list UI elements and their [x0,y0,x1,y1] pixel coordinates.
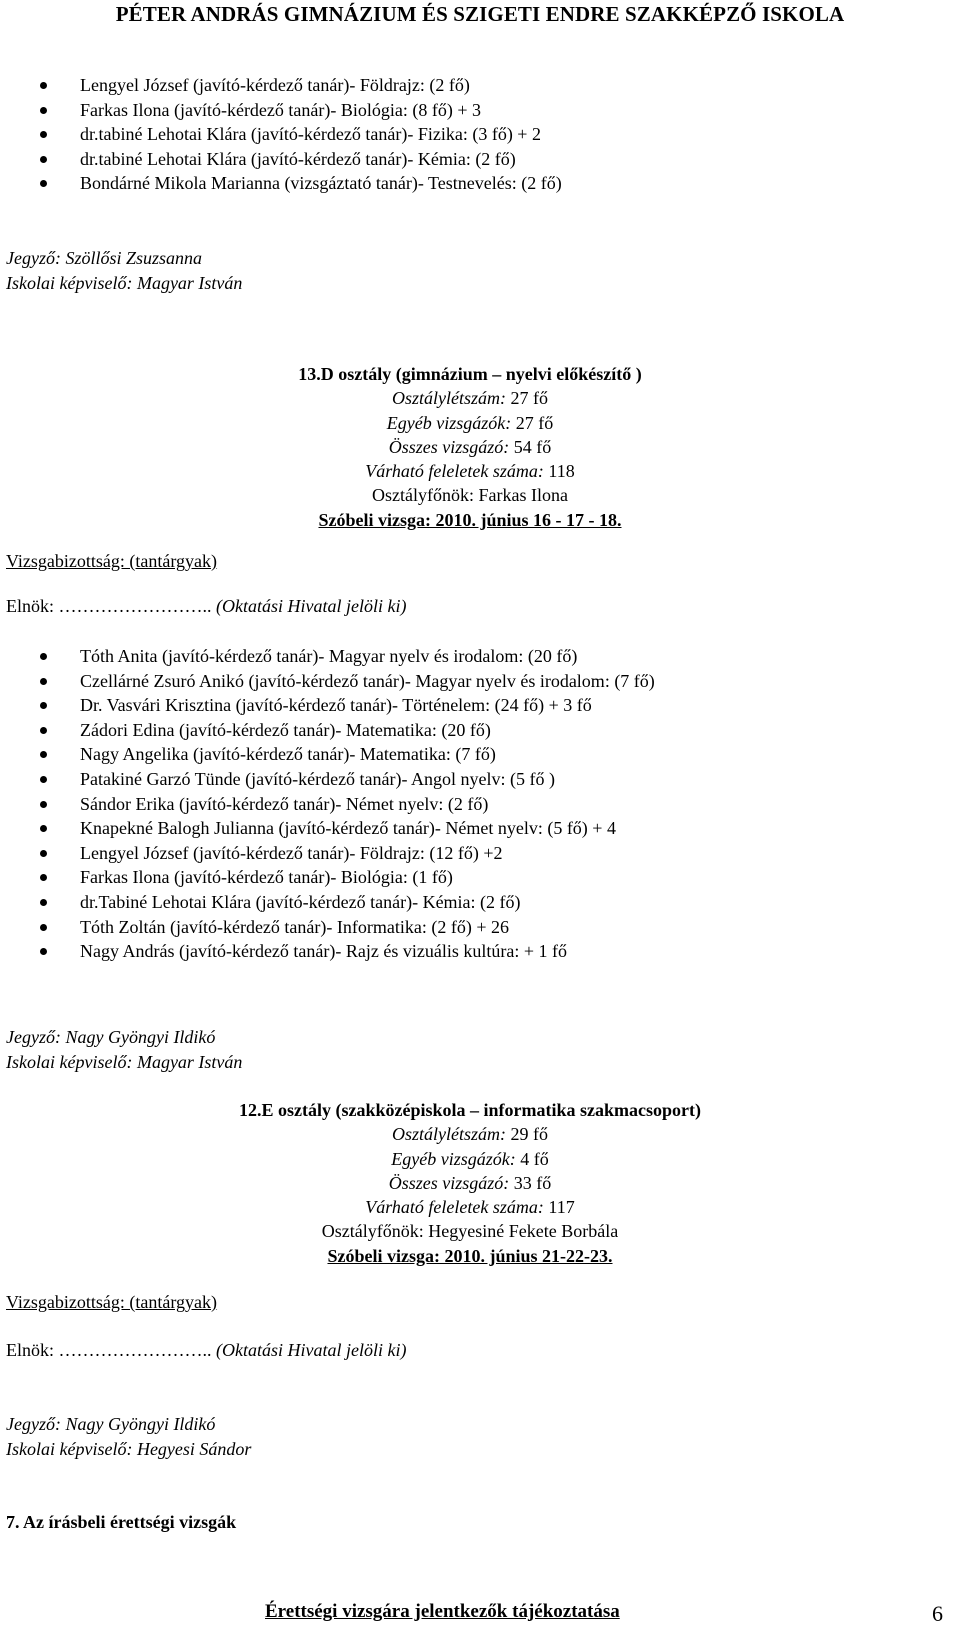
elnok-note: (Oktatási Hivatal jelöli ki) [216,596,407,616]
list-item: Nagy András (javító-kérdező tanár)- Rajz és vizuális kultúra: + 1 fő [0,939,655,964]
list-item: dr.Tabiné Lehotai Klára (javító-kérdező tanár)- Kémia: (2 fő) [0,890,655,915]
class-12e-info [180,1098,760,1268]
egyeb-label: Egyéb vizsgázók: [391,1148,516,1169]
jegyzo-line: Jegyző: Szöllősi Zsuzsanna [6,248,203,268]
elnok-label: Elnök: …………………….. [6,596,212,616]
list-item: Knapekné Balogh Julianna (javító-kérdező tanár)- Német nyelv: (5 fő) + 4 [0,816,655,841]
varhato-label: Várható feleletek száma: [365,461,544,482]
varhato-value: 117 [548,1197,575,1218]
list-item: Tóth Anita (javító-kérdező tanár)- Magyar nyelv és irodalom: (20 fő) [0,644,655,669]
szobeli-vizsga: Szóbeli vizsga: 2010. június 16 - 17 - 18. [318,509,622,530]
list-item: Farkas Ilona (javító-kérdező tanár)- Biológia: (8 fő) + 3 [0,98,562,123]
egyeb-value: 4 fő [520,1148,549,1169]
prev-committee-list [0,73,562,196]
elnok-line [6,594,406,618]
list-item: Farkas Ilona (javító-kérdező tanár)- Biológia: (1 fő) [0,865,655,890]
osszes-label: Összes vizsgázó: [388,1172,510,1193]
kepviselo-line: Iskolai képviselő: Hegyesi Sándor [6,1439,252,1459]
list-item: Dr. Vasvári Krisztina (javító-kérdező tanár)- Történelem: (24 fő) + 3 fő [0,693,655,718]
committee-13d-list [0,644,655,964]
osztalyfonok: Osztályfőnök: Hegyesiné Fekete Borbála [321,1221,619,1242]
list-item: Nagy Angelika (javító-kérdező tanár)- Matematika: (7 fő) [0,742,655,767]
letszam-label: Osztálylétszám: [392,1124,506,1145]
vizsgabizottsag-heading: Vizsgabizottság: (tantárgyak) [6,551,218,571]
list-item: Patakiné Garzó Tünde (javító-kérdező tanár)- Angol nyelv: (5 fő ) [0,767,655,792]
kepviselo-line: Iskolai képviselő: Magyar István [6,1052,243,1072]
elnok-note: (Oktatási Hivatal jelöli ki) [216,1340,407,1360]
osztalyfonok: Osztályfőnök: Farkas Ilona [372,485,568,506]
egyeb-value: 27 fő [515,412,554,433]
page-header: PÉTER ANDRÁS GIMNÁZIUM ÉS SZIGETI ENDRE SZAKKÉPZŐ ISKOLA [115,2,845,26]
szobeli-vizsga: Szóbeli vizsga: 2010. június 21-22-23. [327,1245,613,1266]
osszes-value: 54 fő [513,436,552,457]
list-item: Sándor Erika (javító-kérdező tanár)- Német nyelv: (2 fő) [0,792,655,817]
class-13d-info [270,362,670,532]
list-item: dr.tabiné Lehotai Klára (javító-kérdező tanár)- Fizika: (3 fő) + 2 [0,122,562,147]
egyeb-label: Egyéb vizsgázók: [386,412,512,433]
footer-title: Érettségi vizsgára jelentkezők tájékoztatása [265,1601,620,1622]
varhato-value: 118 [548,461,575,482]
kepviselo-line: Iskolai képviselő: Magyar István [6,273,243,293]
list-item: Bondárné Mikola Marianna (vizsgáztató tanár)- Testnevelés: (2 fő) [0,171,562,196]
list-item: Lengyel József (javító-kérdező tanár)- Földrajz: (12 fő) +2 [0,841,655,866]
list-item: Tóth Zoltán (javító-kérdező tanár)- Informatika: (2 fő) + 26 [0,915,655,940]
class-title: 12.E osztály (szakközépiskola – informatika szakmacsoport) [239,1100,701,1120]
letszam-label: Osztálylétszám: [392,388,506,409]
list-item: Lengyel József (javító-kérdező tanár)- Földrajz: (2 fő) [0,73,562,98]
section-heading: 7. Az írásbeli érettségi vizsgák [6,1512,237,1532]
osszes-label: Összes vizsgázó: [388,436,510,457]
osszes-value: 33 fő [513,1172,552,1193]
jegyzo-line: Jegyző: Nagy Gyöngyi Ildikó [6,1414,216,1434]
elnok-line [6,1338,406,1362]
class-title: 13.D osztály (gimnázium – nyelvi előkészítő ) [298,364,642,384]
elnok-label: Elnök: …………………….. [6,1340,212,1360]
page-number: 6 [932,1601,943,1626]
letszam-value: 27 fő [510,388,548,409]
list-item: dr.tabiné Lehotai Klára (javító-kérdező tanár)- Kémia: (2 fő) [0,147,562,172]
list-item: Czellárné Zsuró Anikó (javító-kérdező tanár)- Magyar nyelv és irodalom: (7 fő) [0,669,655,694]
jegyzo-line: Jegyző: Nagy Gyöngyi Ildikó [6,1027,216,1047]
list-item: Zádori Edina (javító-kérdező tanár)- Matematika: (20 fő) [0,718,655,743]
varhato-label: Várható feleletek száma: [365,1197,544,1218]
vizsgabizottsag-heading: Vizsgabizottság: (tantárgyak) [6,1292,218,1312]
letszam-value: 29 fő [510,1124,548,1145]
